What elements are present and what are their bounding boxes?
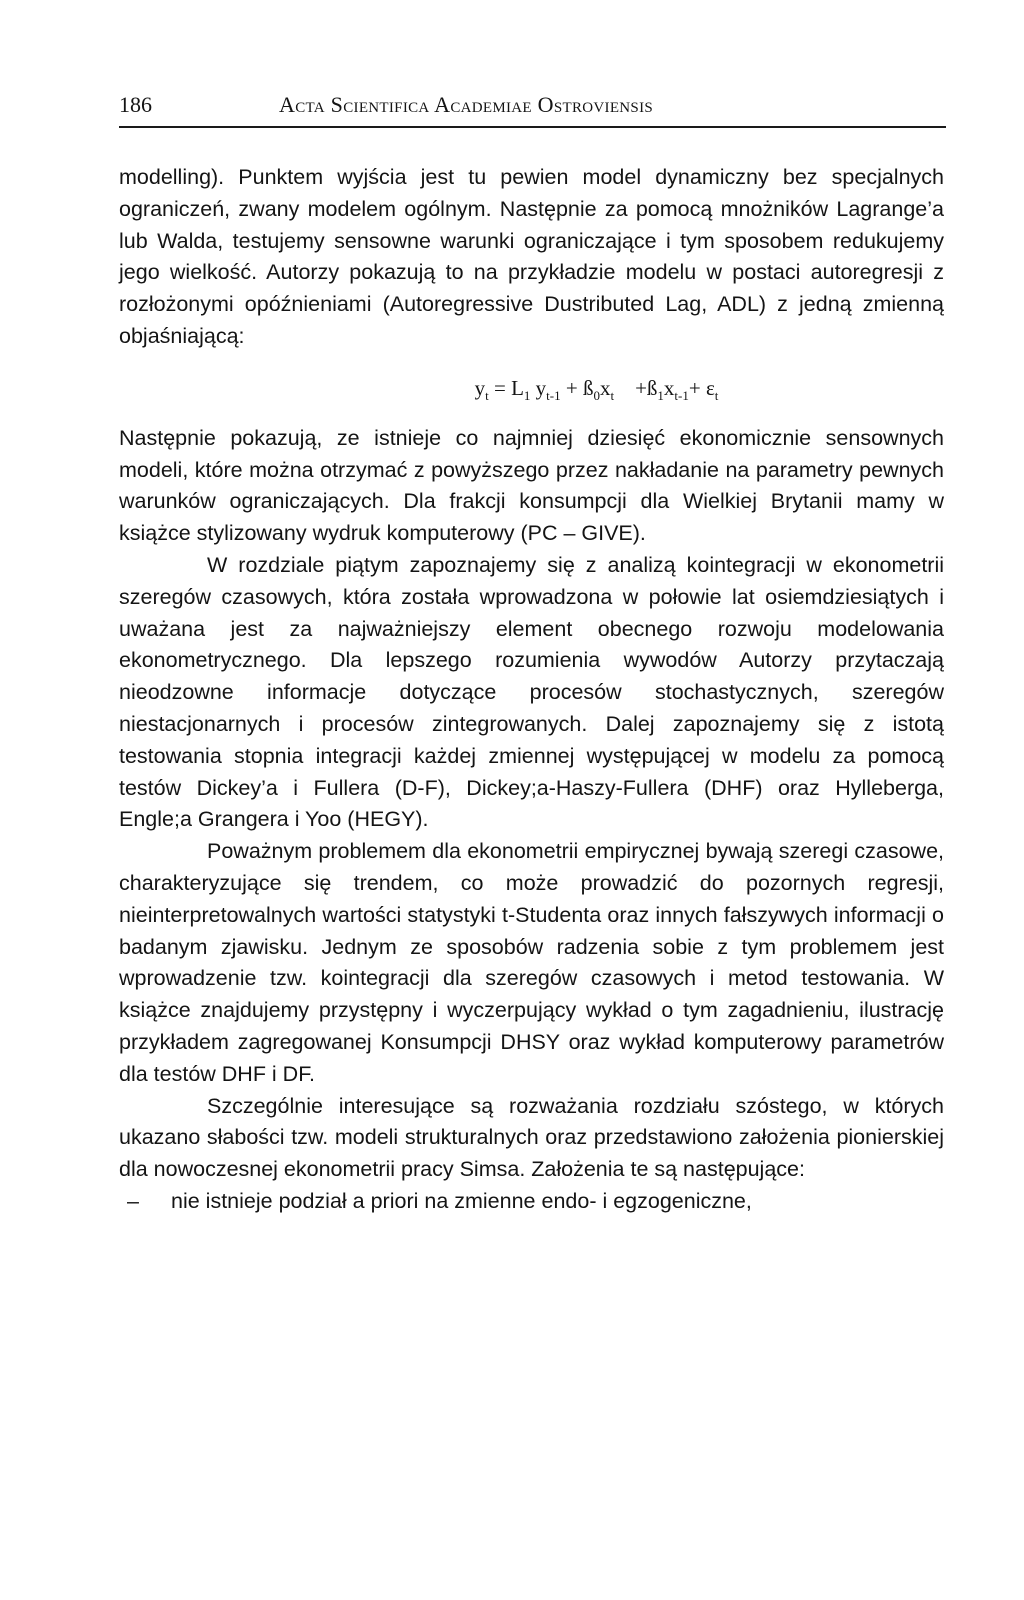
list-item-text: nie istnieje podział a priori na zmienne endo- i egzogeniczne,: [171, 1188, 752, 1213]
page-number: 186: [119, 92, 152, 117]
list-item: [119, 1186, 944, 1218]
body-text: [119, 162, 944, 1218]
paragraph-1: modelling). Punktem wyjścia jest tu pewien model dynamiczny bez specjalnych ograniczeń, zwany modelem ogólnym. Następnie za pomocą mnożników Lagrange’a lub Walda, testujemy sensowne warunki ograniczające i tym sposobem redukujemy jego wielkość. Autorzy pokazują to na przykładzie modelu w postaci autoregresji z rozłożonymi opóźnieniami (Autoregressive Dustributed Lag, ADL) z jedną zmienną objaśniającą:: [119, 165, 944, 348]
paragraph-3: W rozdziale piątym zapoznajemy się z analizą kointegracji w ekonometrii szeregów czasowych, która została wprowadzona w połowie lat osiemdziesiątych i uważana jest za najważniejszy element obecnego rozwoju modelowania ekonometrycznego. Dla lepszego rozumienia wywodów Autorzy przytaczają nieodzowne informacje dotyczące procesów stochastycznych, szeregów niestacjonarnych i procesów zintegrowanych. Dalej zapoznajemy się z istotą testowania stopnia integracji każdej zmiennej występującej w modelu za pomocą testów Dickey’a i Fullera (D-F), Dickey;a-Haszy-Fullera (DHF) oraz Hylleberga, Engle;a Grangera i Yoo (HEGY).: [119, 552, 944, 832]
page-header: [119, 92, 946, 128]
paragraph-5: Szczególnie interesujące są rozważania rozdziału szóstego, w których ukazano słabości tzw. modeli strukturalnych oraz przedstawiono założenia pionierskiej dla nowoczesnej ekonometrii pracy Simsa. Założenia te są następujące:: [119, 1093, 944, 1182]
paragraph-4: Poważnym problemem dla ekonometrii empirycznej bywają szeregi czasowe, charakteryzujące się trendem, co może prowadzić do pozornych regresji, nieinterpretowalnych wartości statystyki t-Studenta oraz innych fałszywych informacji o badanym zjawisku. Jednym ze sposobów radzenia sobie z tym problemem jest wprowadzenie tzw. kointegracji dla szeregów czasowych i metod testowania. W książce znajdujemy przystępny i wyczerpujący wykład o tym zagadnieniu, ilustrację przykładem zagregowanej Konsumpcji DHSY oraz wykład komputerowy parametrów dla testów DHF i DF.: [119, 839, 944, 1086]
paragraph-2: Następnie pokazują, ze istnieje co najmniej dziesięć ekonomicznie sensownych modeli, które można otrzymać z powyższego przez nakładanie na parametry pewnych warunków ograniczających. Dla frakcji konsumpcji dla Wielkiej Brytanii mamy w książce stylizowany wydruk komputerowy (PC – GIVE).: [119, 425, 944, 546]
adl-formula: $y_t = L_1$ $y_{t-1}$ + $ß_0x_t$ $+ß_1x_{t-1}+ \varepsilon_t$: [474, 375, 719, 403]
list-dash: –: [127, 1188, 139, 1213]
journal-title: Acta Scientifica Academiae Ostroviensis: [279, 92, 654, 117]
